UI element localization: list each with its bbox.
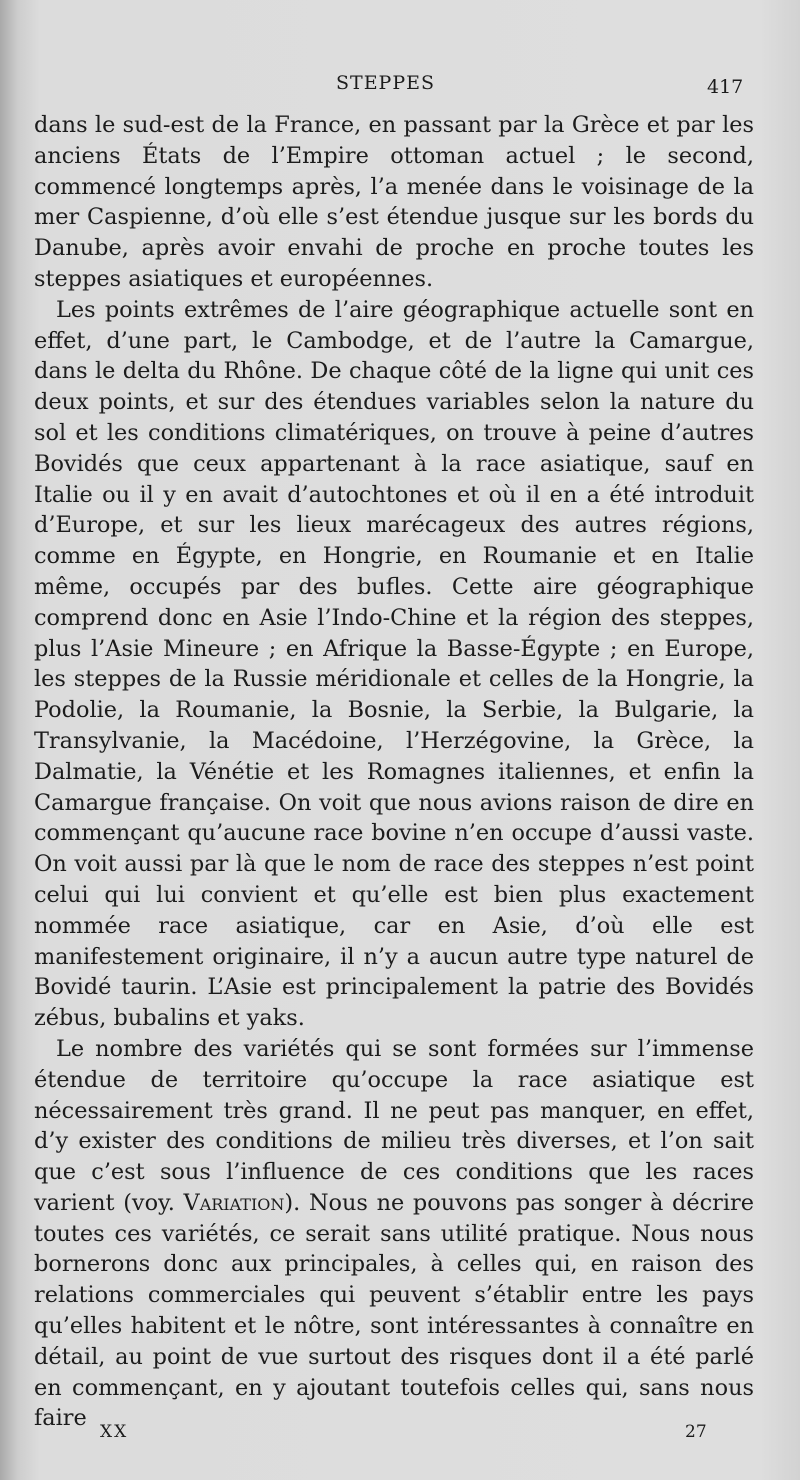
body-text xyxy=(34,110,754,1434)
cross-reference: Variation xyxy=(183,1189,285,1216)
page-footer xyxy=(0,1422,800,1446)
running-title: STEPPES xyxy=(336,72,436,94)
paragraph-2: Les points extrêmes de l’aire géographique actuelle sont en effet, d’une part, le Cambodge, et de l’autre la Camargue, dans le delta du Rhône. De chaque côté de la ligne qui unit ces deux points, et sur des étendues variables selon la nature du sol et les conditions climatériques, on trouve à peine d’autres Bovidés que ceux appartenant à la race asiatique, sauf en Italie ou il y en avait d’autochtones et où il en a été introduit d’Europe, et sur les lieux marécageux des autres régions, comme en Égypte, en Hongrie, en Roumanie et en Italie même, occupés par des bufles. Cette aire géographique comprend donc en Asie l’Indo-Chine et la région des steppes, plus l’Asie Mineure ; en Afrique la Basse-Égypte ; en Europe, les steppes de la Russie méridionale et celles de la Hongrie, la Podolie, la Roumanie, la Bosnie, la Serbie, la Bulgarie, la Transylvanie, la Macédoine, l’Herzégovine, la Grèce, la Dalmatie, la Vénétie et les Romagnes italiennes, et enfin la Camargue française. On voit que nous avions raison de dire en commençant qu’aucune race bovine n’en occupe d’aussi vaste. On voit aussi par là que le nom de race des steppes n’est point celui qui lui convient et qu’elle est bien plus exactement nommée race asiatique, car en Asie, d’où elle est manifestement originaire, il n’y a aucun autre type naturel de Bovidé taurin. L’Asie est principalement la patrie des Bovidés zébus, bubalins et yaks. xyxy=(34,296,754,1032)
signature-mark: XX xyxy=(100,1422,129,1442)
paragraph-3-end: ). Nous ne pouvons pas songer à décrire toutes ces variétés, ce serait sans utilité pratique. Nous nous bornerons donc aux principales, à celles qui, en raison des relations commerciales qui peuvent s’établir entre les pays qu’elles habitent et le nôtre, sont intéressantes à connaître en détail, au point de vue surtout des risques dont il a été parlé en commençant, en y ajoutant toutefois celles qui, sans nous faire xyxy=(34,1189,754,1432)
page-number: 417 xyxy=(707,76,744,98)
paragraph-3 xyxy=(34,1034,754,1434)
paragraph-3-start: Le nombre des variétés qui se sont formées sur l’immense étendue de territoire qu’occupe la race asiatique est nécessairement très grand. Il ne peut pas manquer, en effet, d’y exister des conditions de milieu très diverses, et l’on sait que c’est sous l’influence de ces conditions que les races varient (voy. xyxy=(34,1035,754,1216)
sheet-number: 27 xyxy=(685,1422,707,1442)
running-head xyxy=(0,72,800,102)
paragraph-1: dans le sud-est de la France, en passant par la Grèce et par les anciens États de l’Empire ottoman actuel ; le second, commencé longtemps après, l’a menée dans le voisinage de la mer Caspienne, d’où elle s’est étendue jusque sur les bords du Danube, après avoir envahi de proche en proche toutes les steppes asiatiques et européennes. xyxy=(34,112,754,292)
